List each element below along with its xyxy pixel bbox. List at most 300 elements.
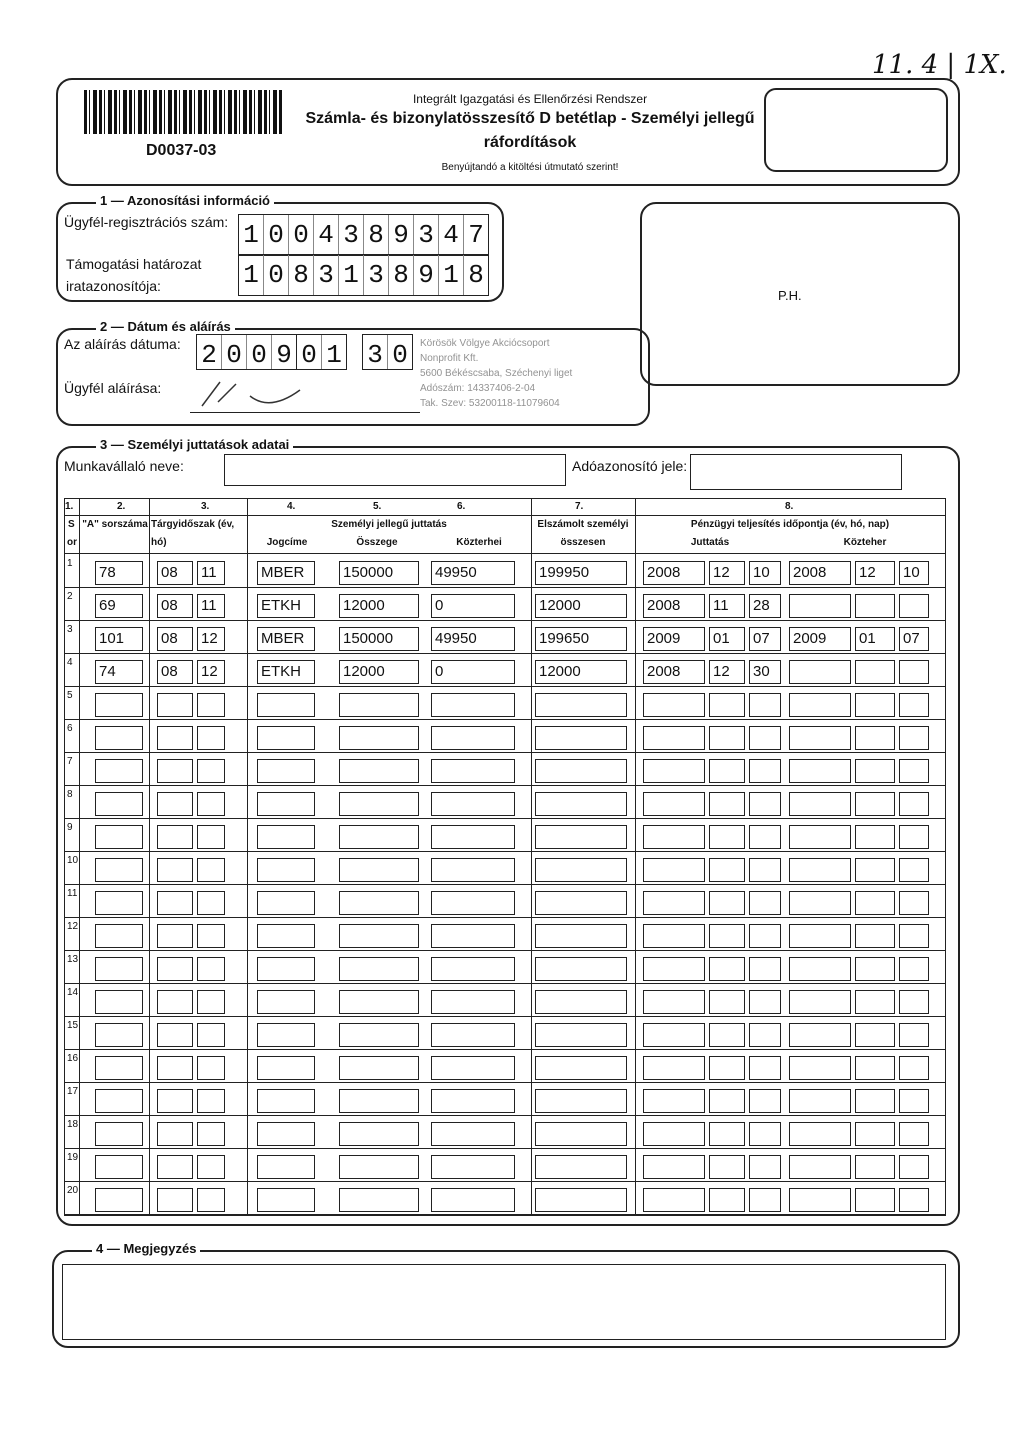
payment-year-cell[interactable]	[643, 1023, 705, 1047]
tax-payment-day-cell[interactable]	[899, 759, 929, 783]
amount-cell[interactable]: 150000	[339, 627, 419, 651]
reg-number-digit: 3	[339, 215, 364, 255]
period-month-cell[interactable]	[197, 693, 225, 717]
a-number-cell[interactable]	[95, 990, 143, 1014]
header-total-2: összesen	[560, 537, 606, 548]
tax-payment-year-cell[interactable]	[789, 957, 851, 981]
tax-payment-year-cell[interactable]	[789, 660, 851, 684]
tax-cell[interactable]: 49950	[431, 627, 515, 651]
payment-year-cell[interactable]	[643, 825, 705, 849]
payment-year-cell[interactable]: 2008	[643, 594, 705, 618]
period-year-cell[interactable]	[157, 990, 193, 1014]
amount-cell[interactable]	[339, 990, 419, 1014]
period-month-cell[interactable]	[197, 957, 225, 981]
payment-month-cell[interactable]: 12	[709, 561, 745, 585]
total-cell[interactable]	[535, 990, 627, 1014]
tax-payment-day-cell[interactable]	[899, 1089, 929, 1113]
total-cell[interactable]	[535, 825, 627, 849]
employer-name-field[interactable]	[224, 454, 566, 486]
tax-payment-year-cell[interactable]	[789, 858, 851, 882]
period-year-cell[interactable]	[157, 726, 193, 750]
total-cell[interactable]	[535, 924, 627, 948]
date-year-digit: 2	[197, 335, 222, 369]
period-month-cell[interactable]	[197, 1188, 225, 1212]
tax-cell[interactable]	[431, 825, 515, 849]
payment-month-cell[interactable]	[709, 726, 745, 750]
period-month-cell[interactable]	[197, 759, 225, 783]
row-number: 2	[67, 591, 73, 602]
remarks-field[interactable]	[62, 1264, 946, 1340]
payment-year-cell[interactable]	[643, 1155, 705, 1179]
payment-month-cell[interactable]: 01	[709, 627, 745, 651]
juttatas-table	[64, 498, 946, 1216]
tax-payment-month-cell[interactable]	[855, 693, 895, 717]
a-number-cell[interactable]	[95, 759, 143, 783]
tax-payment-day-cell[interactable]	[899, 792, 929, 816]
tax-cell[interactable]	[431, 990, 515, 1014]
tax-payment-year-cell[interactable]	[789, 1188, 851, 1212]
signature-label: Ügyfél aláírása:	[64, 380, 162, 396]
decision-number-field[interactable]	[238, 254, 489, 296]
tax-cell[interactable]	[431, 726, 515, 750]
stamp-line: Körösök Völgye Akciócsoport	[420, 338, 550, 349]
legal-title-cell[interactable]	[257, 957, 315, 981]
period-month-cell[interactable]	[197, 1122, 225, 1146]
legal-title-cell[interactable]	[257, 891, 315, 915]
date-day-field[interactable]	[362, 334, 413, 370]
period-month-cell[interactable]: 11	[197, 561, 225, 585]
payment-month-cell[interactable]	[709, 924, 745, 948]
payment-day-cell[interactable]	[749, 1188, 781, 1212]
payment-year-cell[interactable]	[643, 1089, 705, 1113]
header-a-number: "A" sorszáma	[82, 519, 148, 530]
amount-cell[interactable]	[339, 957, 419, 981]
a-number-cell[interactable]	[95, 1155, 143, 1179]
a-number-cell[interactable]	[95, 858, 143, 882]
tax-cell[interactable]: 0	[431, 594, 515, 618]
payment-day-cell[interactable]	[749, 858, 781, 882]
period-year-cell[interactable]	[157, 891, 193, 915]
tax-payment-month-cell[interactable]	[855, 1089, 895, 1113]
payment-month-cell[interactable]	[709, 759, 745, 783]
period-year-cell[interactable]	[157, 693, 193, 717]
period-year-cell[interactable]: 08	[157, 660, 193, 684]
total-cell[interactable]	[535, 858, 627, 882]
tax-payment-year-cell[interactable]: 2009	[789, 627, 851, 651]
tax-payment-day-cell[interactable]	[899, 825, 929, 849]
payment-day-cell[interactable]	[749, 1122, 781, 1146]
tax-payment-day-cell[interactable]	[899, 924, 929, 948]
payment-year-cell[interactable]	[643, 924, 705, 948]
payment-day-cell[interactable]	[749, 1023, 781, 1047]
tax-cell[interactable]	[431, 759, 515, 783]
period-month-cell[interactable]	[197, 1056, 225, 1080]
payment-day-cell[interactable]	[749, 1155, 781, 1179]
amount-cell[interactable]: 12000	[339, 660, 419, 684]
payment-year-cell[interactable]: 2008	[643, 660, 705, 684]
period-year-cell[interactable]	[157, 825, 193, 849]
payment-month-cell[interactable]: 11	[709, 594, 745, 618]
tax-payment-month-cell[interactable]	[855, 858, 895, 882]
tax-payment-month-cell[interactable]: 12	[855, 561, 895, 585]
amount-cell[interactable]	[339, 1122, 419, 1146]
tax-payment-month-cell[interactable]	[855, 792, 895, 816]
total-cell[interactable]: 199650	[535, 627, 627, 651]
date-year-field[interactable]	[196, 334, 297, 370]
tax-payment-month-cell[interactable]	[855, 1056, 895, 1080]
period-month-cell[interactable]	[197, 792, 225, 816]
reg-number-digit: 0	[264, 215, 289, 255]
amount-cell[interactable]	[339, 891, 419, 915]
tax-payment-year-cell[interactable]	[789, 924, 851, 948]
legal-title-cell[interactable]	[257, 825, 315, 849]
tax-cell[interactable]	[431, 1056, 515, 1080]
payment-day-cell[interactable]	[749, 759, 781, 783]
tax-payment-year-cell[interactable]	[789, 693, 851, 717]
total-cell[interactable]: 12000	[535, 594, 627, 618]
total-cell[interactable]: 12000	[535, 660, 627, 684]
reg-label: Ügyfél-regisztrációs szám:	[64, 214, 229, 230]
payment-month-cell[interactable]	[709, 693, 745, 717]
a-number-cell[interactable]: 69	[95, 594, 143, 618]
reg-number-digit: 4	[314, 215, 339, 255]
tax-payment-month-cell[interactable]	[855, 726, 895, 750]
amount-cell[interactable]	[339, 1023, 419, 1047]
a-number-cell[interactable]: 74	[95, 660, 143, 684]
period-year-cell[interactable]	[157, 924, 193, 948]
total-cell[interactable]: 199950	[535, 561, 627, 585]
a-number-cell[interactable]	[95, 792, 143, 816]
payment-month-cell[interactable]	[709, 1188, 745, 1212]
tax-payment-year-cell[interactable]	[789, 1056, 851, 1080]
header-divider	[65, 515, 945, 516]
payment-year-cell[interactable]	[643, 693, 705, 717]
a-number-cell[interactable]	[95, 726, 143, 750]
tax-payment-year-cell[interactable]	[789, 1122, 851, 1146]
total-cell[interactable]	[535, 792, 627, 816]
tax-payment-day-cell[interactable]	[899, 957, 929, 981]
amount-cell[interactable]	[339, 1056, 419, 1080]
payment-month-cell[interactable]	[709, 990, 745, 1014]
legal-title-cell[interactable]	[257, 1056, 315, 1080]
payment-month-cell[interactable]	[709, 1122, 745, 1146]
amount-cell[interactable]	[339, 792, 419, 816]
payment-year-cell[interactable]	[643, 1122, 705, 1146]
a-number-cell[interactable]	[95, 825, 143, 849]
tax-payment-month-cell[interactable]	[855, 1155, 895, 1179]
payment-month-cell[interactable]	[709, 957, 745, 981]
total-cell[interactable]	[535, 1155, 627, 1179]
tax-payment-month-cell[interactable]	[855, 891, 895, 915]
tax-payment-year-cell[interactable]: 2008	[789, 561, 851, 585]
tax-payment-month-cell[interactable]	[855, 825, 895, 849]
decision-number-digit: 8	[289, 255, 314, 295]
a-number-cell[interactable]: 101	[95, 627, 143, 651]
tax-cell[interactable]	[431, 1089, 515, 1113]
payment-month-cell[interactable]: 12	[709, 660, 745, 684]
total-cell[interactable]	[535, 1188, 627, 1212]
total-cell[interactable]	[535, 759, 627, 783]
payment-day-cell[interactable]	[749, 792, 781, 816]
amount-cell[interactable]	[339, 1155, 419, 1179]
period-year-cell[interactable]	[157, 1089, 193, 1113]
tax-payment-month-cell[interactable]	[855, 1122, 895, 1146]
legal-title-cell[interactable]	[257, 1023, 315, 1047]
tax-payment-day-cell[interactable]: 10	[899, 561, 929, 585]
a-number-cell[interactable]	[95, 924, 143, 948]
legal-title-cell[interactable]	[257, 759, 315, 783]
legal-title-cell[interactable]	[257, 792, 315, 816]
payment-year-cell[interactable]	[643, 759, 705, 783]
payment-year-cell[interactable]	[643, 1188, 705, 1212]
payment-month-cell[interactable]	[709, 1023, 745, 1047]
signature-field[interactable]	[190, 372, 420, 413]
payment-month-cell[interactable]	[709, 858, 745, 882]
period-month-cell[interactable]	[197, 1023, 225, 1047]
payment-day-cell[interactable]	[749, 825, 781, 849]
row-number: 6	[67, 723, 73, 734]
tax-payment-day-cell[interactable]	[899, 1188, 929, 1212]
amount-cell[interactable]	[339, 825, 419, 849]
reg-number-field[interactable]	[238, 214, 489, 256]
a-number-cell[interactable]	[95, 1056, 143, 1080]
period-month-cell[interactable]	[197, 891, 225, 915]
tax-cell[interactable]	[431, 858, 515, 882]
tax-cell[interactable]	[431, 957, 515, 981]
payment-year-cell[interactable]	[643, 1056, 705, 1080]
payment-month-cell[interactable]	[709, 891, 745, 915]
tax-payment-month-cell[interactable]	[855, 957, 895, 981]
subtitle: Benyújtandó a kitöltési útmutató szerint!	[441, 162, 619, 173]
total-cell[interactable]	[535, 693, 627, 717]
tax-payment-year-cell[interactable]	[789, 990, 851, 1014]
legal-title-cell[interactable]: ETKH	[257, 660, 315, 684]
legal-title-cell[interactable]	[257, 726, 315, 750]
payment-month-cell[interactable]	[709, 1089, 745, 1113]
payment-day-cell[interactable]	[749, 924, 781, 948]
tax-cell[interactable]	[431, 891, 515, 915]
amount-cell[interactable]	[339, 858, 419, 882]
tax-payment-month-cell[interactable]	[855, 1023, 895, 1047]
period-month-cell[interactable]	[197, 825, 225, 849]
amount-cell[interactable]	[339, 759, 419, 783]
tax-payment-year-cell[interactable]	[789, 594, 851, 618]
payment-day-cell[interactable]: 28	[749, 594, 781, 618]
page-title-line2: ráfordítások	[483, 134, 577, 151]
tax-cell[interactable]	[431, 1023, 515, 1047]
payment-day-cell[interactable]	[749, 1089, 781, 1113]
page-title-line1: Számla- és bizonylatösszesítő D betétlap - Személyi jellegű	[305, 110, 755, 127]
tax-cell[interactable]	[431, 924, 515, 948]
total-cell[interactable]	[535, 1122, 627, 1146]
a-number-cell[interactable]	[95, 1023, 143, 1047]
payment-year-cell[interactable]	[643, 990, 705, 1014]
a-number-cell[interactable]	[95, 957, 143, 981]
a-number-cell[interactable]	[95, 891, 143, 915]
tax-payment-day-cell[interactable]	[899, 1122, 929, 1146]
period-year-cell[interactable]	[157, 1023, 193, 1047]
tax-payment-day-cell[interactable]	[899, 1056, 929, 1080]
tax-payment-year-cell[interactable]	[789, 759, 851, 783]
period-month-cell[interactable]: 11	[197, 594, 225, 618]
period-month-cell[interactable]: 12	[197, 627, 225, 651]
tax-payment-month-cell[interactable]	[855, 1188, 895, 1212]
column-divider	[635, 499, 636, 1215]
tax-payment-year-cell[interactable]	[789, 726, 851, 750]
period-year-cell[interactable]	[157, 1155, 193, 1179]
a-number-cell[interactable]	[95, 1188, 143, 1212]
legal-title-cell[interactable]	[257, 924, 315, 948]
tax-payment-day-cell[interactable]	[899, 660, 929, 684]
tax-cell[interactable]	[431, 1188, 515, 1212]
payment-year-cell[interactable]	[643, 792, 705, 816]
period-month-cell[interactable]	[197, 1089, 225, 1113]
period-year-cell[interactable]	[157, 759, 193, 783]
amount-cell[interactable]	[339, 924, 419, 948]
payment-day-cell[interactable]	[749, 726, 781, 750]
payment-day-cell[interactable]	[749, 693, 781, 717]
row-number: 19	[67, 1152, 79, 1163]
period-year-cell[interactable]: 08	[157, 627, 193, 651]
payment-year-cell[interactable]	[643, 957, 705, 981]
payment-year-cell[interactable]	[643, 891, 705, 915]
decision-number-digit: 3	[364, 255, 389, 295]
tax-payment-year-cell[interactable]	[789, 1023, 851, 1047]
payment-month-cell[interactable]	[709, 825, 745, 849]
tax-payment-day-cell[interactable]	[899, 891, 929, 915]
payment-day-cell[interactable]	[749, 891, 781, 915]
payment-year-cell[interactable]: 2008	[643, 561, 705, 585]
date-year-digit: 0	[222, 335, 247, 369]
tax-payment-day-cell[interactable]: 07	[899, 627, 929, 651]
amount-cell[interactable]	[339, 1188, 419, 1212]
legal-title-cell[interactable]: ETKH	[257, 594, 315, 618]
tax-id-field[interactable]	[690, 454, 902, 490]
a-number-cell[interactable]: 78	[95, 561, 143, 585]
payment-year-cell[interactable]: 2009	[643, 627, 705, 651]
row-divider	[65, 818, 945, 819]
period-year-cell[interactable]	[157, 858, 193, 882]
amount-cell[interactable]: 150000	[339, 561, 419, 585]
period-year-cell[interactable]	[157, 1122, 193, 1146]
payment-day-cell[interactable]: 07	[749, 627, 781, 651]
payment-day-cell[interactable]	[749, 957, 781, 981]
payment-year-cell[interactable]	[643, 858, 705, 882]
total-cell[interactable]	[535, 1056, 627, 1080]
legal-title-cell[interactable]: MBER	[257, 561, 315, 585]
period-year-cell[interactable]: 08	[157, 561, 193, 585]
period-month-cell[interactable]: 12	[197, 660, 225, 684]
row-number: 4	[67, 657, 73, 668]
period-year-cell[interactable]	[157, 1056, 193, 1080]
payment-month-cell[interactable]	[709, 792, 745, 816]
tax-cell[interactable]	[431, 693, 515, 717]
amount-cell[interactable]	[339, 726, 419, 750]
date-month-field[interactable]	[296, 334, 347, 370]
amount-cell[interactable]: 12000	[339, 594, 419, 618]
total-cell[interactable]	[535, 1089, 627, 1113]
header-stamp-box	[764, 88, 948, 172]
a-number-cell[interactable]	[95, 1122, 143, 1146]
payment-month-cell[interactable]	[709, 1155, 745, 1179]
a-number-cell[interactable]	[95, 693, 143, 717]
tax-payment-month-cell[interactable]	[855, 924, 895, 948]
period-year-cell[interactable]: 08	[157, 594, 193, 618]
tax-payment-day-cell[interactable]	[899, 693, 929, 717]
tax-cell[interactable]	[431, 792, 515, 816]
total-cell[interactable]	[535, 891, 627, 915]
legal-title-cell[interactable]	[257, 1155, 315, 1179]
legal-title-cell[interactable]: MBER	[257, 627, 315, 651]
legal-title-cell[interactable]	[257, 693, 315, 717]
row-divider	[65, 1049, 945, 1050]
legal-title-cell[interactable]	[257, 990, 315, 1014]
tax-payment-year-cell[interactable]	[789, 891, 851, 915]
payment-day-cell[interactable]: 10	[749, 561, 781, 585]
period-month-cell[interactable]	[197, 924, 225, 948]
date-month-digit: 0	[297, 335, 322, 369]
period-month-cell[interactable]	[197, 990, 225, 1014]
tax-payment-month-cell[interactable]	[855, 594, 895, 618]
tax-payment-year-cell[interactable]	[789, 825, 851, 849]
payment-day-cell[interactable]	[749, 990, 781, 1014]
legal-title-cell[interactable]	[257, 858, 315, 882]
period-month-cell[interactable]	[197, 726, 225, 750]
tax-payment-month-cell[interactable]	[855, 759, 895, 783]
tax-payment-year-cell[interactable]	[789, 1089, 851, 1113]
legal-title-cell[interactable]	[257, 1122, 315, 1146]
amount-cell[interactable]	[339, 1089, 419, 1113]
tax-payment-day-cell[interactable]	[899, 858, 929, 882]
tax-payment-day-cell[interactable]	[899, 1023, 929, 1047]
period-year-cell[interactable]	[157, 792, 193, 816]
period-year-cell[interactable]	[157, 957, 193, 981]
payment-day-cell[interactable]	[749, 1056, 781, 1080]
row-number: 8	[67, 789, 73, 800]
total-cell[interactable]	[535, 1023, 627, 1047]
header-legal: Jogcíme	[266, 537, 308, 548]
decision-number-digit: 1	[439, 255, 464, 295]
tax-cell[interactable]	[431, 1155, 515, 1179]
legal-title-cell[interactable]	[257, 1089, 315, 1113]
tax-cell[interactable]: 0	[431, 660, 515, 684]
a-number-cell[interactable]	[95, 1089, 143, 1113]
amount-cell[interactable]	[339, 693, 419, 717]
tax-cell[interactable]: 49950	[431, 561, 515, 585]
payment-day-cell[interactable]: 30	[749, 660, 781, 684]
tax-payment-month-cell[interactable]: 01	[855, 627, 895, 651]
tax-cell[interactable]	[431, 1122, 515, 1146]
tax-payment-year-cell[interactable]	[789, 792, 851, 816]
header-s: S	[68, 519, 75, 530]
tax-payment-month-cell[interactable]	[855, 660, 895, 684]
tax-payment-month-cell[interactable]	[855, 990, 895, 1014]
tax-payment-day-cell[interactable]	[899, 594, 929, 618]
legal-title-cell[interactable]	[257, 1188, 315, 1212]
column-number: 4.	[287, 501, 296, 512]
tax-payment-day-cell[interactable]	[899, 1155, 929, 1179]
total-cell[interactable]	[535, 957, 627, 981]
tax-payment-day-cell[interactable]	[899, 990, 929, 1014]
payment-month-cell[interactable]	[709, 1056, 745, 1080]
period-month-cell[interactable]	[197, 1155, 225, 1179]
payment-year-cell[interactable]	[643, 726, 705, 750]
period-month-cell[interactable]	[197, 858, 225, 882]
total-cell[interactable]	[535, 726, 627, 750]
tax-payment-day-cell[interactable]	[899, 726, 929, 750]
period-year-cell[interactable]	[157, 1188, 193, 1212]
tax-payment-year-cell[interactable]	[789, 1155, 851, 1179]
